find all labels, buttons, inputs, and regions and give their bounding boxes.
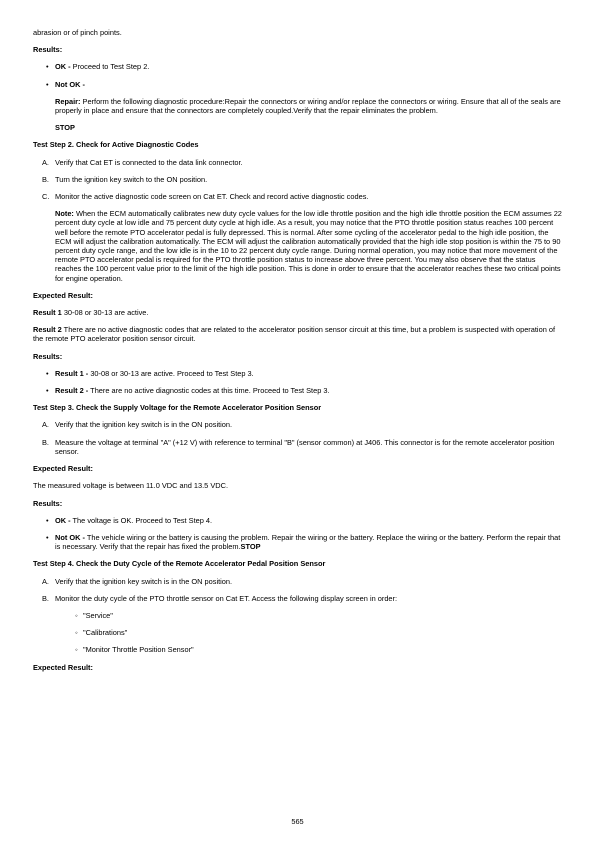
repair-paragraph: [33, 97, 563, 115]
stop-label: STOP: [240, 542, 261, 552]
list-letter: C.: [42, 192, 50, 202]
step3-notok-item: [33, 533, 563, 551]
ok-text: The voltage is OK. Proceed to Test Step 4.: [70, 515, 213, 525]
list-letter: A.: [42, 420, 49, 430]
step3-expected-text: The measured voltage is between 11.0 VDC and 13.5 VDC.: [33, 481, 229, 491]
notok-label: Not OK -: [55, 79, 85, 89]
step3-a-text: Verify that the ignition key switch is in the ON position.: [55, 420, 233, 430]
step2-a-text: Verify that Cat ET is connected to the data link connector.: [55, 157, 243, 167]
step4-item-b: [33, 594, 563, 603]
result2-label: Result 2: [33, 325, 62, 335]
sub-list-item: ◦ "Service": [33, 611, 563, 620]
step2-results-heading: Results:: [33, 351, 63, 361]
result1-label: Result 1: [33, 308, 62, 318]
step2-item-b: [33, 175, 563, 184]
result-notok-item: [33, 80, 563, 89]
step4-b-text: Monitor the duty cycle of the PTO throttle sensor on Cat ET. Access the following display screen in order:: [55, 593, 398, 603]
step2-item-a: [33, 158, 563, 167]
list-letter: A.: [42, 576, 49, 586]
r2-text: There are no active diagnostic codes at this time. Proceed to Test Step 3.: [88, 386, 330, 396]
step2-item-c: [33, 192, 563, 201]
result-ok-item: [33, 62, 563, 71]
ok-label: OK -: [55, 515, 71, 525]
step3-ok-item: [33, 516, 563, 525]
stop-line: [33, 123, 563, 132]
note-text: When the ECM automatically calibrates new duty cycle values for the low idle throttle position and the high idle throttle position the ECM assumes 22 percent duty cycle at low idle and 75 percent duty cycle at high idle. As a result, you may notice that the PTO throttle position status reaches 100 percent well before the remote PTO accelerator pedal is fully depressed. This is normal. After some cycling of the accelerator pedal to the high idle position, the ECM will adjust the calibration automatically. The ECM will adjust the calibration automatically provided that the high idle stop position is within the 75 to 90 percent duty cycle range, and the low idle is in the 10 to 22 percent duty cycle range. During normal operation, you may notice that more movement of the remote PTO accelerator pedal is required for the PTO throttle position status to increase above three percent. You may also observe that the status reaches the 100 percent value prior to the limit of the high idle position. This is done in order to ensure that the accelerator reaches these two critical points for engine operation.: [55, 209, 562, 283]
results-heading: Results:: [33, 45, 63, 55]
repair-text: Perform the following diagnostic procedure:Repair the connectors or wiring and/or replace the connectors or wiring. Ensure that all of the seals are properly in place and ensure that the connectors are completely coupled.Verify that the repair eliminates the problem.: [55, 96, 561, 116]
page-content: [33, 28, 563, 680]
step3-expected-heading: Expected Result:: [33, 464, 93, 474]
sub-list-item: ◦ "Monitor Throttle Position Sensor": [33, 645, 563, 654]
r1-label: Result 1 -: [55, 368, 89, 378]
step3-item-a: [33, 420, 563, 429]
list-letter: B.: [42, 174, 49, 184]
step4-a-text: Verify that the ignition key switch is in the ON position.: [55, 576, 233, 586]
note-label: Note:: [55, 209, 74, 219]
ok-text: Proceed to Test Step 2.: [70, 62, 150, 72]
step4-heading: Test Step 4. Check the Duty Cycle of the Remote Accelerator Pedal Position Sensor: [33, 559, 326, 569]
ok-label: OK -: [55, 62, 71, 72]
step2-c-text: Monitor the active diagnostic code screen on Cat ET. Check and record active diagnostic codes.: [55, 192, 369, 202]
r1-text: 30-08 or 30-13 are active. Proceed to Test Step 3.: [88, 368, 254, 378]
r2-label: Result 2 -: [55, 386, 89, 396]
list-letter: B.: [42, 593, 49, 603]
step2-expected-heading: Expected Result:: [33, 290, 93, 300]
step2-result1: [33, 308, 563, 317]
step2-b-text: Turn the ignition key switch to the ON position.: [55, 174, 208, 184]
step2-result2: [33, 325, 563, 343]
step3-b-text: Measure the voltage at terminal "A" (+12 V) with reference to terminal "B" (sensor common) at J406. This connector is for the remote accelerator position sensor.: [55, 437, 555, 456]
sub-list-item: ◦ "Calibrations": [33, 628, 563, 637]
repair-label: Repair:: [55, 96, 81, 106]
step4-expected-heading: Expected Result:: [33, 662, 93, 672]
step3-item-b: [33, 438, 563, 456]
step3-results-heading: Results:: [33, 498, 63, 508]
result1-text: 30-08 or 30-13 are active.: [61, 308, 149, 318]
page-number: 565: [291, 817, 304, 826]
step2-note: [33, 209, 563, 283]
step3-heading: Test Step 3. Check the Supply Voltage for the Remote Accelerator Position Sensor: [33, 403, 322, 413]
notok-label: Not OK -: [55, 532, 85, 542]
step2-r2-item: [33, 386, 563, 395]
stop-label: STOP: [55, 123, 75, 133]
list-letter: B.: [42, 437, 49, 447]
result2-text: There are no active diagnostic codes that are related to the accelerator position sensor circuit at this time, but a problem is suspected with operation of the remote PTO acelerator position sensor circuit.: [33, 325, 556, 344]
step2-heading: Test Step 2. Check for Active Diagnostic Codes: [33, 140, 199, 150]
list-letter: A.: [42, 157, 49, 167]
step2-r1-item: [33, 369, 563, 378]
notok-text: The vehicle wiring or the battery is causing the problem. Repair the wiring or the battery. Replace the wiring or the battery. Perform the repair that is necessary. Verify that the repair has fixed the problem.: [55, 532, 561, 552]
intro-text: abrasion or of pinch points.: [33, 28, 122, 37]
step4-item-a: [33, 577, 563, 586]
